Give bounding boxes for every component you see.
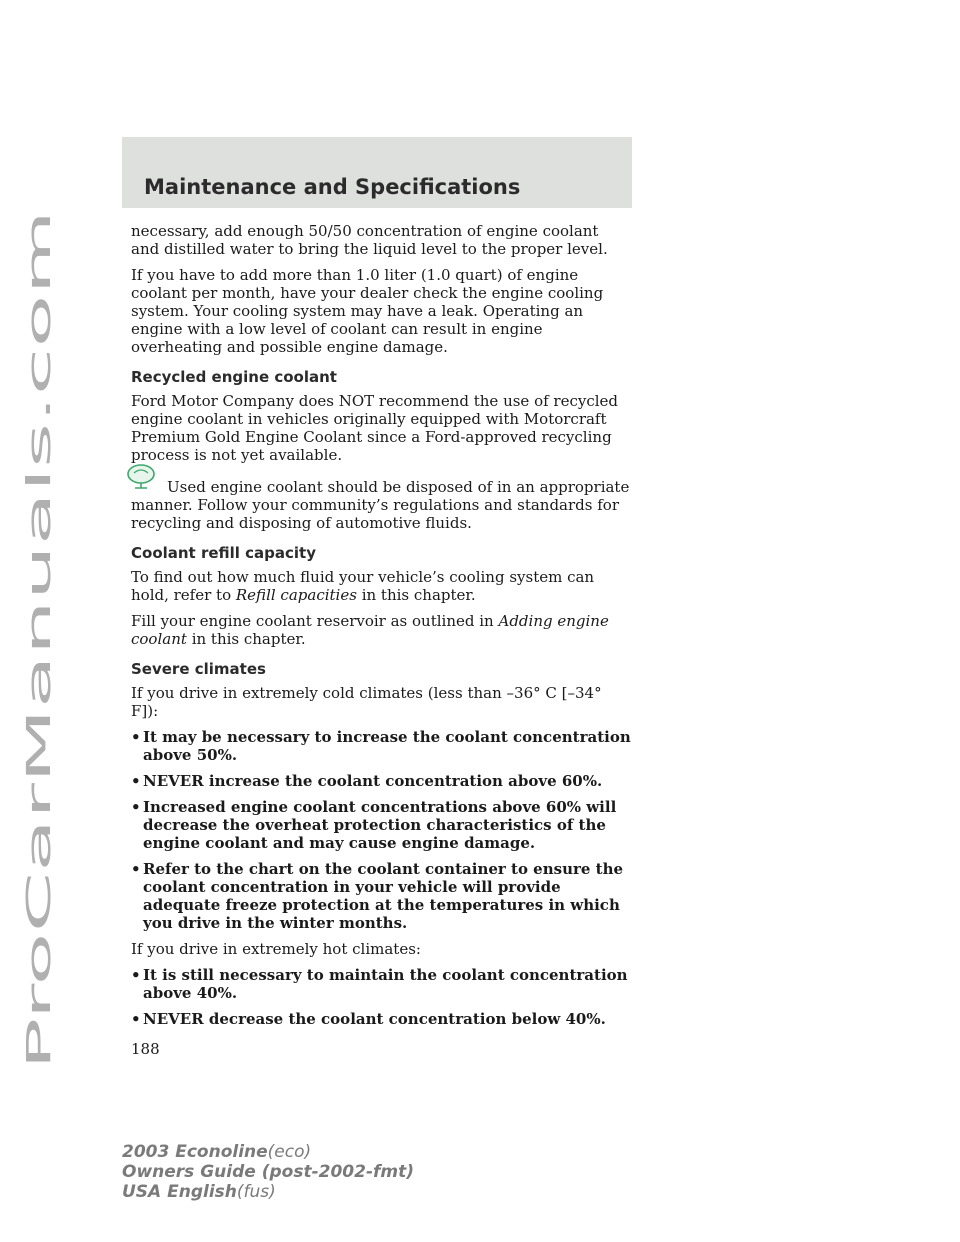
- footer-code: (eco): [267, 1142, 312, 1162]
- page-content: [131, 222, 631, 1058]
- footer-model: 2003 Econoline: [122, 1142, 268, 1162]
- list-item: [131, 798, 631, 852]
- list-item: [131, 1010, 631, 1028]
- watermark: [6, 210, 66, 1070]
- bullet: •: [131, 728, 141, 746]
- bullet: •: [131, 860, 141, 878]
- list-item-text: It is still necessary to maintain the coolant concentration above 40%.: [143, 966, 628, 1002]
- paragraph: [131, 612, 631, 648]
- footer-line: [122, 1162, 414, 1182]
- cross-reference: Refill capacities: [235, 586, 357, 604]
- list-item: [131, 772, 631, 790]
- footer-guide: Owners Guide (post-2002-fmt): [122, 1162, 415, 1182]
- list-item-text: It may be necessary to increase the coolant concentration above 50%.: [143, 728, 631, 764]
- paragraph: If you have to add more than 1.0 liter (1.0 quart) of engine coolant per month, have your dealer check the engine cooling system. Your cooling system may have a leak. Operating an engine with a low level of coolant can result in engine overheating and possible engine damage.: [131, 266, 604, 356]
- paragraph: necessary, add enough 50/50 concentration of engine coolant and distilled water to bring the liquid level to the proper level.: [131, 222, 608, 258]
- paragraph: Ford Motor Company does NOT recommend the use of recycled engine coolant in vehicles originally equipped with Motorcraft Premium Gold Engine Coolant since a Ford-approved recycling process is not yet available.: [131, 392, 619, 464]
- paragraph: If you drive in extremely cold climates (less than –36° C [–34° F]):: [131, 684, 602, 720]
- list-item: [131, 860, 631, 932]
- footer-code: (fus): [236, 1182, 276, 1202]
- footer-line: [122, 1142, 414, 1162]
- document-footer: [122, 1142, 414, 1202]
- list-item: [131, 728, 631, 764]
- section-header: [122, 137, 632, 208]
- watermark-text: ProCarManuals.com: [19, 742, 58, 1070]
- section-heading: Coolant refill capacity: [131, 544, 317, 562]
- page-title: Maintenance and Specifications: [144, 175, 521, 199]
- paragraph: [131, 568, 631, 604]
- list-item-text: Refer to the chart on the coolant container to ensure the coolant concentration in your vehicle will provide adequate freeze protection at the temperatures in which you drive in the winter months.: [143, 860, 624, 932]
- environment-note: [131, 478, 631, 532]
- list-item-text: Increased engine coolant concentrations above 60% will decrease the overheat protection characteristics of the engine coolant and may cause engine damage.: [143, 798, 617, 852]
- text: Fill your engine coolant reservoir as outlined in: [131, 612, 494, 630]
- list-item: [131, 966, 631, 1002]
- text: in this chapter.: [191, 630, 306, 648]
- list-item-text: NEVER increase the coolant concentration above 60%.: [143, 772, 603, 790]
- hot-climate-list: [131, 966, 631, 1028]
- page-number: 188: [131, 1040, 160, 1058]
- cold-climate-list: [131, 728, 631, 932]
- section-heading: Severe climates: [131, 660, 266, 678]
- section-heading: Recycled engine coolant: [131, 368, 337, 386]
- text: in this chapter.: [361, 586, 476, 604]
- bullet: •: [131, 1010, 141, 1028]
- bullet: •: [131, 772, 141, 790]
- cross-reference: Adding engine coolant: [131, 612, 609, 648]
- bullet: •: [131, 966, 141, 984]
- list-item-text: NEVER decrease the coolant concentration below 40%.: [143, 1010, 606, 1028]
- paragraph: If you drive in extremely hot climates:: [131, 940, 421, 958]
- footer-language: USA English: [122, 1182, 237, 1202]
- footer-line: [122, 1182, 414, 1202]
- note-text: Used engine coolant should be disposed of in an appropriate manner. Follow your community’s regulations and standards for recycling and disposing of automotive fluids.: [131, 478, 630, 532]
- text: To find out how much fluid your vehicle’s cooling system can hold, refer to: [131, 568, 595, 604]
- bullet: •: [131, 798, 141, 816]
- tree-icon: [125, 464, 157, 490]
